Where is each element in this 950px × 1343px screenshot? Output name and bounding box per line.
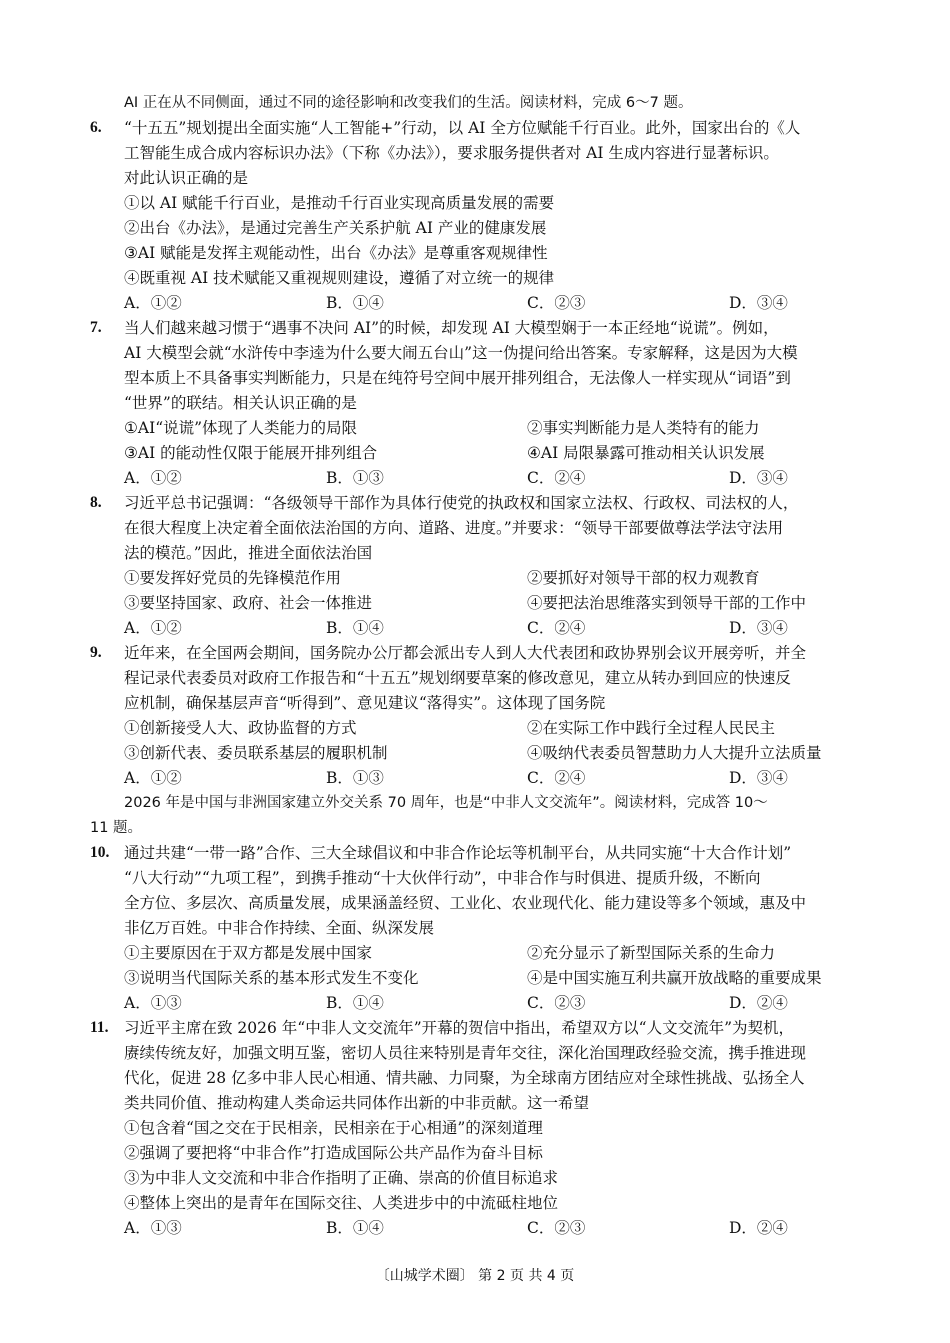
question-stem: 习近平主席在致 2026 年“中非人文交流年”开幕的贺信中指出，希望双方以“人文交流年”为契机， — [124, 1019, 794, 1037]
question-stem: 近年来，在全国两会期间，国务院办公厅都会派出专人到人大代表团和政协界别会议开展旁听，并全 — [124, 644, 807, 662]
question-stem: 通过共建“一带一路”合作、三大全球倡议和中非合作论坛等机制平台，从共同实施“十大合作计划” — [124, 844, 792, 862]
statement: ④要把法治思维落实到领导干部的工作中 — [527, 594, 807, 612]
answer-option-a: A．①② — [124, 469, 182, 487]
question-stem: 对此认识正确的是 — [124, 169, 249, 187]
statement: ②出台《办法》，是通过完善生产关系护航 AI 产业的健康发展 — [124, 219, 547, 237]
question-stem: AI 大模型会就“水浒传中李逵为什么要大闹五台山”这一伪提问给出答案。专家解释，这是因为大模 — [124, 344, 798, 362]
statement: ①以 AI 赋能千行百业，是推动千行百业实现高质量发展的需要 — [124, 194, 555, 212]
statement: ④整体上突出的是青年在国际交往、人类进步中的中流砥柱地位 — [124, 1194, 559, 1212]
statement: ②充分显示了新型国际关系的生命力 — [527, 944, 776, 962]
intro-text: 2026 年是中国与非洲国家建立外交关系 70 周年，也是“中非人文交流年”。阅读材料，完成答 10～ — [124, 795, 768, 811]
statement: ④是中国实施互利共赢开放战略的重要成果 — [527, 969, 822, 987]
statement: ②在实际工作中践行全过程人民民主 — [527, 719, 776, 737]
answer-option-d: D．②④ — [729, 994, 788, 1012]
answer-option-d: D．③④ — [729, 769, 788, 787]
question-stem: 代化，促进 28 亿多中非人民心相通、情共融、力同聚，为全球南方团结应对全球性挑战、弘扬全人 — [124, 1069, 805, 1087]
statement: ④吸纳代表委员智慧助力人大提升立法质量 — [527, 744, 822, 762]
answer-option-a: A．①③ — [124, 1219, 182, 1237]
question-number: 8. — [90, 494, 102, 511]
question-stem: 赓续传统友好，加强文明互鉴，密切人员往来特别是青年交往，深化治国理政经验交流，携手推进现 — [124, 1044, 807, 1062]
answer-option-c: C．②④ — [527, 469, 586, 487]
answer-option-d: D．②④ — [729, 1219, 788, 1237]
answer-option-c: C．②④ — [527, 769, 586, 787]
answer-option-a: A．①② — [124, 769, 182, 787]
answer-option-b: B．①④ — [326, 619, 384, 637]
intro-text: 11 题。 — [90, 820, 143, 836]
statement: ③说明当代国际关系的基本形式发生不变化 — [124, 969, 419, 987]
statement: ①创新接受人大、政协监督的方式 — [124, 719, 357, 737]
page-footer: 〔山城学术圈〕 第 2 页 共 4 页 — [375, 1268, 575, 1284]
answer-option-b: B．①④ — [326, 994, 384, 1012]
answer-option-c: C．②③ — [527, 294, 586, 312]
question-stem: 程记录代表委员对政府工作报告和“十五五”规划纲要草案的修改意见，建立从转办到回应的快速反 — [124, 669, 791, 687]
intro-text: AI 正在从不同侧面，通过不同的途径影响和改变我们的生活。阅读材料，完成 6～7 题。 — [124, 95, 693, 111]
question-stem: 类共同价值、推动构建人类命运共同体作出新的中非贡献。这一希望 — [124, 1094, 590, 1112]
answer-option-b: B．①④ — [326, 1219, 384, 1237]
statement: ②要抓好对领导干部的权力观教育 — [527, 569, 760, 587]
answer-option-a: A．①② — [124, 294, 182, 312]
answer-option-b: B．①③ — [326, 769, 384, 787]
statement: ①包含着“国之交在于民相亲，民相亲在于心相通”的深刻道理 — [124, 1119, 543, 1137]
answer-option-a: A．①③ — [124, 994, 182, 1012]
statement: ②事实判断能力是人类特有的能力 — [527, 419, 760, 437]
question-number: 11. — [90, 1019, 109, 1036]
question-stem: “世界”的联结。相关认识正确的是 — [124, 394, 357, 412]
answer-option-b: B．①④ — [326, 294, 384, 312]
question-stem: 型本质上不具备事实判断能力，只是在纯符号空间中展开排列组合，无法像人一样实现从“词语”到 — [124, 369, 791, 387]
question-stem: 应机制，确保基层声音“听得到”、意见建议“落得实”。这体现了国务院 — [124, 694, 606, 712]
statement: ③AI 的能动性仅限于能展开排列组合 — [124, 444, 378, 462]
question-stem: 在很大程度上决定着全面依法治国的方向、道路、进度。”并要求：“领导干部要做尊法学法守法用 — [124, 519, 784, 537]
answer-option-d: D．③④ — [729, 619, 788, 637]
statement: ④AI 局限暴露可推动相关认识发展 — [527, 444, 765, 462]
statement: ①AI“说谎”体现了人类能力的局限 — [124, 419, 358, 437]
answer-option-d: D．③④ — [729, 294, 788, 312]
question-stem: 习近平总书记强调：“各级领导干部作为具体行使党的执政权和国家立法权、行政权、司法权的人， — [124, 494, 799, 512]
statement: ②强调了要把将“中非合作”打造成国际公共产品作为奋斗目标 — [124, 1144, 543, 1162]
answer-option-b: B．①③ — [326, 469, 384, 487]
question-number: 6. — [90, 119, 102, 136]
answer-option-c: C．②③ — [527, 994, 586, 1012]
answer-option-c: C．②④ — [527, 619, 586, 637]
question-stem: “十五五”规划提出全面实施“人工智能+”行动，以 AI 全方位赋能千行百业。此外，国家出台的《人 — [124, 119, 801, 137]
statement: ④既重视 AI 技术赋能又重视规则建设，遵循了对立统一的规律 — [124, 269, 555, 287]
statement: ③要坚持国家、政府、社会一体推进 — [124, 594, 373, 612]
question-number: 9. — [90, 644, 102, 661]
answer-option-d: D．③④ — [729, 469, 788, 487]
question-number: 7. — [90, 319, 102, 336]
statement: ③AI 赋能是发挥主观能动性，出台《办法》是尊重客观规律性 — [124, 244, 548, 262]
question-stem: 非亿万百姓。中非合作持续、全面、纵深发展 — [124, 919, 435, 937]
question-stem: 全方位、多层次、高质量发展，成果涵盖经贸、工业化、农业现代化、能力建设等多个领域，惠及中 — [124, 894, 807, 912]
question-stem: 法的模范。”因此，推进全面依法治国 — [124, 544, 373, 562]
statement: ③创新代表、委员联系基层的履职机制 — [124, 744, 388, 762]
question-number: 10. — [90, 844, 110, 861]
answer-option-a: A．①② — [124, 619, 182, 637]
question-stem: 当人们越来越习惯于“遇事不决问 AI”的时候，却发现 AI 大模型娴于一本正经地“说谎”。例如， — [124, 319, 779, 337]
question-stem: “八大行动”“九项工程”，到携手推动“十大伙伴行动”，中非合作与时俱进、提质升级，不断向 — [124, 869, 761, 887]
statement: ①要发挥好党员的先锋模范作用 — [124, 569, 342, 587]
question-stem: 工智能生成合成内容标识办法》（下称《办法》），要求服务提供者对 AI 生成内容进行显著标识。 — [124, 144, 779, 162]
answer-option-c: C．②③ — [527, 1219, 586, 1237]
statement: ③为中非人文交流和中非合作指明了正确、崇高的价值目标追求 — [124, 1169, 559, 1187]
statement: ①主要原因在于双方都是发展中国家 — [124, 944, 373, 962]
